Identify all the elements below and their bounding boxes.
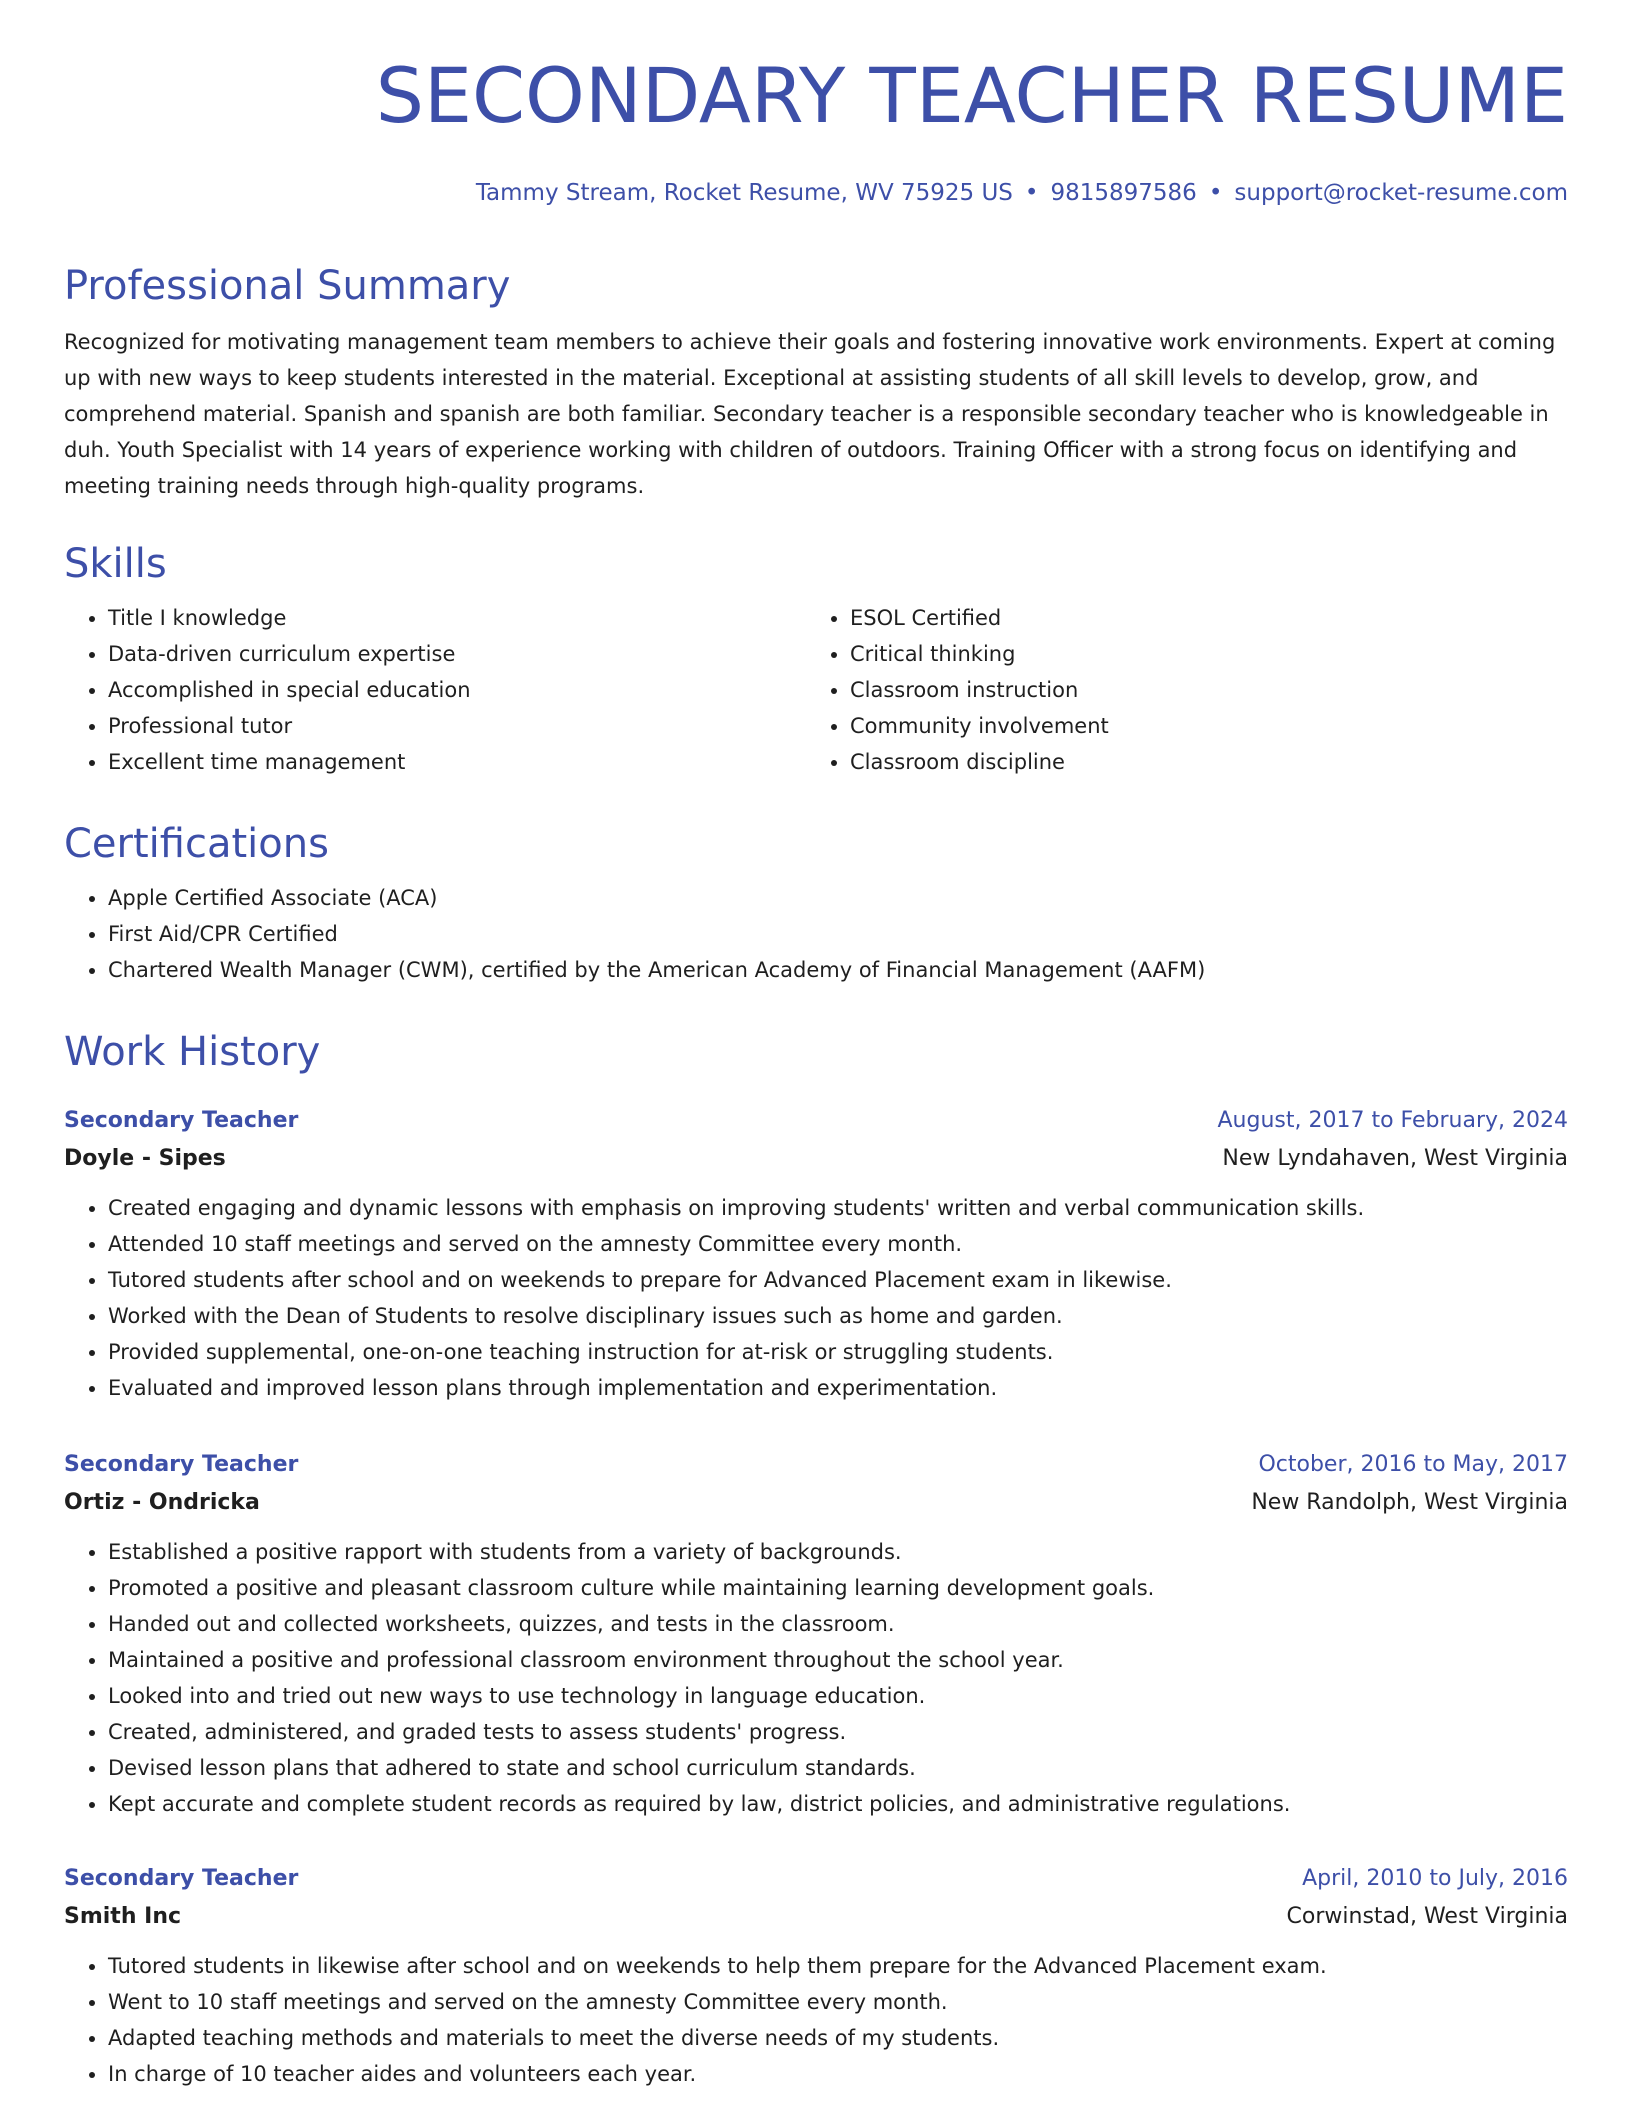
job-bullet: • Promoted a positive and pleasant classroom culture while maintaining learning development goals. bbox=[108, 1570, 1568, 1606]
job-entry bbox=[64, 1102, 1568, 1406]
skill-item: • Accomplished in special education bbox=[108, 672, 806, 708]
skill-item: • Excellent time management bbox=[108, 744, 806, 780]
job-bullet: • Created, administered, and graded tests to assess students' progress. bbox=[108, 1714, 1568, 1750]
certifications-heading: Certifications bbox=[64, 821, 329, 867]
job-header bbox=[64, 1860, 1568, 1898]
job-bullets bbox=[64, 1948, 1568, 2092]
contact-address: Tammy Stream, Rocket Resume, WV 75925 US bbox=[475, 180, 1013, 206]
certifications-section bbox=[64, 820, 1568, 988]
summary-text: Recognized for motivating management team members to achieve their goals and fostering innovative work environments. Expert at coming up with new ways to keep students interested in the material. Exceptional at assisting students of all skill levels to develop, grow, and comprehend material. Spanish and spanish are both familiar. Secondary teacher is a responsible secondary teacher who is knowledgeable in duh. Youth Specialist with 14 years of experience working with children of outdoors. Training Officer with a strong focus on identifying and meeting training needs through high-quality programs. bbox=[64, 330, 1556, 498]
job-company: Doyle - Sipes bbox=[64, 1146, 226, 1171]
job-dates: April, 2010 to July, 2016 bbox=[1302, 1866, 1568, 1891]
job-entry bbox=[64, 1446, 1568, 1822]
job-entry bbox=[64, 1860, 1568, 2092]
contact-separator: • bbox=[1208, 180, 1223, 206]
job-bullet: • Kept accurate and complete student records as required by law, district policies, and administrative regulations. bbox=[108, 1786, 1568, 1822]
skill-item: • Classroom instruction bbox=[850, 672, 1548, 708]
job-subheader bbox=[64, 1898, 1568, 1936]
summary-section bbox=[64, 262, 1568, 504]
job-title: Secondary Teacher bbox=[64, 1452, 299, 1477]
job-subheader bbox=[64, 1484, 1568, 1522]
skill-item: • Critical thinking bbox=[850, 636, 1548, 672]
certifications-list bbox=[64, 880, 1568, 988]
certification-item: • First Aid/CPR Certified bbox=[108, 916, 1568, 952]
contact-separator: • bbox=[1024, 180, 1039, 206]
certification-item: • Apple Certified Associate (ACA) bbox=[108, 880, 1568, 916]
certification-item: • Chartered Wealth Manager (CWM), certified by the American Academy of Financial Management (AAFM) bbox=[108, 952, 1568, 988]
job-bullet: • Worked with the Dean of Students to resolve disciplinary issues such as home and garden. bbox=[108, 1298, 1568, 1334]
skill-item: • Community involvement bbox=[850, 708, 1548, 744]
job-bullet: • Devised lesson plans that adhered to state and school curriculum standards. bbox=[108, 1750, 1568, 1786]
job-bullets bbox=[64, 1534, 1568, 1822]
skill-item: • Title I knowledge bbox=[108, 600, 806, 636]
skills-list-left bbox=[64, 600, 806, 780]
job-dates: August, 2017 to February, 2024 bbox=[1217, 1108, 1568, 1133]
job-bullet: • Adapted teaching methods and materials to meet the diverse needs of my students. bbox=[108, 2020, 1568, 2056]
job-bullet: • Went to 10 staff meetings and served on the amnesty Committee every month. bbox=[108, 1984, 1568, 2020]
job-subheader bbox=[64, 1140, 1568, 1178]
job-bullets bbox=[64, 1190, 1568, 1406]
work-history-heading: Work History bbox=[64, 1029, 321, 1075]
job-bullet: • Maintained a positive and professional classroom environment throughout the school year. bbox=[108, 1642, 1568, 1678]
job-bullet: • Attended 10 staff meetings and served on the amnesty Committee every month. bbox=[108, 1226, 1568, 1262]
job-bullet: • Established a positive rapport with students from a variety of backgrounds. bbox=[108, 1534, 1568, 1570]
skills-section bbox=[64, 540, 1568, 780]
job-title: Secondary Teacher bbox=[64, 1108, 299, 1133]
work-history-section bbox=[64, 1028, 1568, 1076]
job-location: New Randolph, West Virginia bbox=[1251, 1490, 1568, 1515]
job-bullet: • In charge of 10 teacher aides and volunteers each year. bbox=[108, 2056, 1568, 2092]
job-bullet: • Handed out and collected worksheets, quizzes, and tests in the classroom. bbox=[108, 1606, 1568, 1642]
job-bullet: • Tutored students in likewise after school and on weekends to help them prepare for the Advanced Placement exam. bbox=[108, 1948, 1568, 1984]
contact-line bbox=[476, 180, 1568, 208]
skills-heading: Skills bbox=[64, 541, 167, 587]
job-bullet: • Tutored students after school and on weekends to prepare for Advanced Placement exam in likewise. bbox=[108, 1262, 1568, 1298]
job-bullet: • Created engaging and dynamic lessons with emphasis on improving students' written and verbal communication skills. bbox=[108, 1190, 1568, 1226]
skill-item: • ESOL Certified bbox=[850, 600, 1548, 636]
summary-heading: Professional Summary bbox=[64, 263, 511, 309]
skills-column-right bbox=[806, 588, 1548, 780]
skill-item: • Classroom discipline bbox=[850, 744, 1548, 780]
skill-item: • Data-driven curriculum expertise bbox=[108, 636, 806, 672]
job-company: Ortiz - Ondricka bbox=[64, 1490, 260, 1515]
job-header bbox=[64, 1446, 1568, 1484]
job-title: Secondary Teacher bbox=[64, 1866, 299, 1891]
job-header bbox=[64, 1102, 1568, 1140]
job-bullet: • Evaluated and improved lesson plans through implementation and experimentation. bbox=[108, 1370, 1568, 1406]
job-bullet: • Provided supplemental, one-on-one teaching instruction for at-risk or struggling students. bbox=[108, 1334, 1568, 1370]
contact-phone: 9815897586 bbox=[1050, 180, 1197, 206]
job-location: Corwinstad, West Virginia bbox=[1286, 1904, 1568, 1929]
job-location: New Lyndahaven, West Virginia bbox=[1222, 1146, 1568, 1171]
job-dates: October, 2016 to May, 2017 bbox=[1258, 1452, 1568, 1477]
skill-item: • Professional tutor bbox=[108, 708, 806, 744]
skills-list-right bbox=[806, 600, 1548, 780]
resume-title: SECONDARY TEACHER RESUME bbox=[375, 51, 1568, 140]
resume-page bbox=[64, 0, 1568, 2112]
job-company: Smith Inc bbox=[64, 1904, 182, 1929]
job-bullet: • Looked into and tried out new ways to use technology in language education. bbox=[108, 1678, 1568, 1714]
skills-column-left bbox=[64, 588, 806, 780]
skills-grid bbox=[64, 588, 1568, 780]
contact-email: support@rocket-resume.com bbox=[1234, 180, 1568, 206]
